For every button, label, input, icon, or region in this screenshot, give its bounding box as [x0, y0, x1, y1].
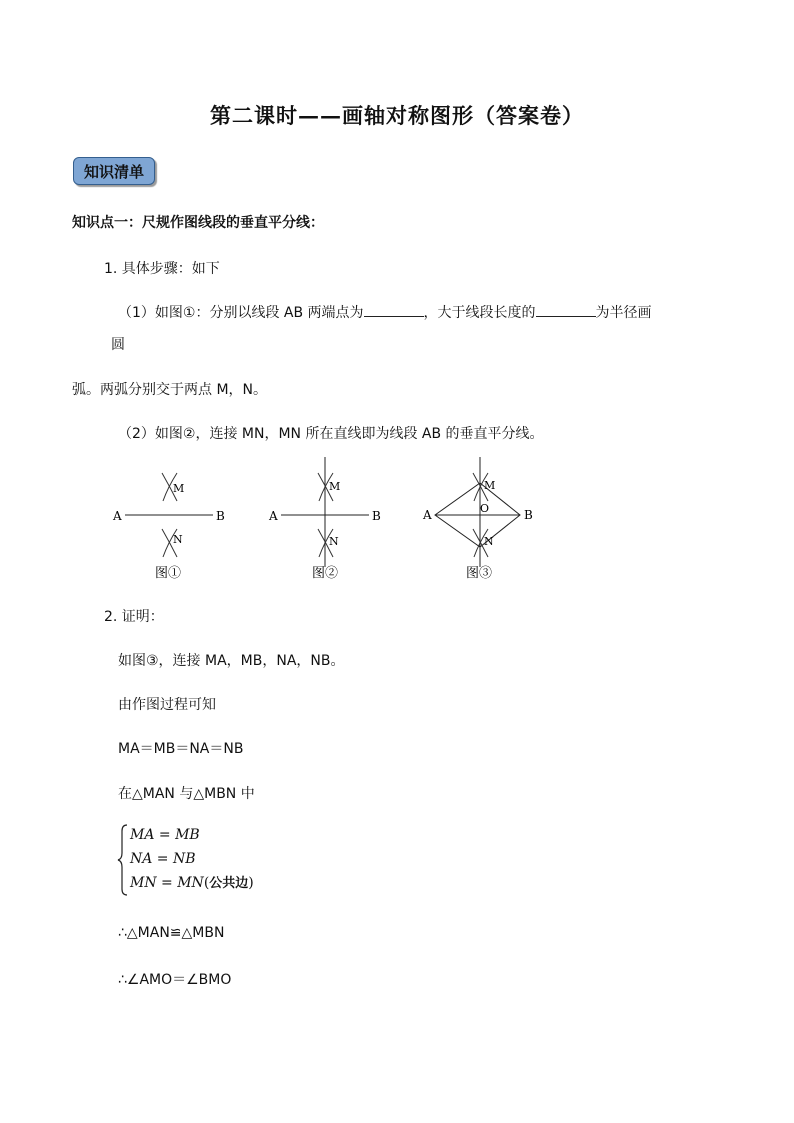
label-n: N — [329, 535, 339, 548]
proof-line-3: MA＝MB＝NA＝NB — [118, 741, 244, 757]
step1-part1-text-b: ，大于线段长度的 — [423, 305, 536, 321]
proof-heading: 2. 证明： — [104, 609, 164, 625]
conclusion-1: ∴△MAN≌△MBN — [118, 925, 225, 941]
step1-part2: （2）如图②，连接 MN，MN 所在直线即为线段 AB 的垂直平分线。 — [118, 426, 544, 442]
system-line-3-paren-open: ( — [203, 875, 210, 891]
system-line-3-note: 公共边 — [209, 876, 249, 891]
system-line-3-paren-close: ) — [248, 875, 254, 891]
figure-2 — [266, 455, 386, 585]
step1-heading: 1. 具体步骤：如下 — [104, 261, 220, 277]
proof-line-1: 如图③，连接 MA，MB，NA，NB。 — [118, 653, 345, 669]
label-m: M — [173, 482, 185, 495]
system-line-1: MA = MB — [130, 827, 200, 843]
step1-part1-line — [118, 302, 652, 322]
label-m: M — [484, 479, 496, 492]
section-badge: 知识清单 — [73, 157, 155, 185]
system-line-3 — [130, 871, 254, 895]
label-a: A — [423, 508, 432, 522]
step1-part1-text-c: 为半径画 — [595, 305, 652, 321]
label-n: N — [484, 535, 494, 548]
equation-system — [117, 823, 287, 897]
label-a: A — [113, 509, 122, 523]
system-line-2: NA = NB — [130, 851, 196, 867]
label-m: M — [329, 480, 341, 493]
figure-1-caption: 图① — [155, 566, 182, 581]
figure-3 — [420, 455, 545, 585]
knowledge-point-heading: 知识点一：尺规作图线段的垂直平分线： — [72, 215, 324, 231]
label-b: B — [372, 509, 381, 523]
conclusion-2: ∴∠AMO＝∠BMO — [118, 972, 232, 988]
label-o: O — [480, 502, 490, 515]
step1-part1-cont: 弧。两弧分别交于两点 M，N。 — [72, 382, 268, 398]
left-brace-icon — [117, 823, 131, 897]
label-b: B — [216, 509, 225, 523]
answer-blank-2 — [536, 304, 596, 317]
proof-line-4: 在△MAN 与△MBN 中 — [118, 786, 255, 802]
figure-2-caption: 图② — [312, 566, 339, 581]
label-a: A — [269, 509, 278, 523]
page-title: 第二课时——画轴对称图形（答案卷） — [210, 103, 584, 128]
system-line-3-math: MN = MN — [130, 875, 204, 891]
answer-blank-1 — [364, 304, 424, 317]
label-n: N — [173, 533, 183, 546]
figure-3-caption: 图③ — [466, 566, 493, 581]
step1-part1-text-a: （1）如图①：分别以线段 AB 两端点为 — [118, 305, 364, 321]
proof-line-2: 由作图过程可知 — [118, 697, 216, 713]
figure-1 — [110, 455, 230, 585]
step1-part1-wrap: 圆 — [111, 337, 125, 353]
label-b: B — [524, 508, 533, 522]
